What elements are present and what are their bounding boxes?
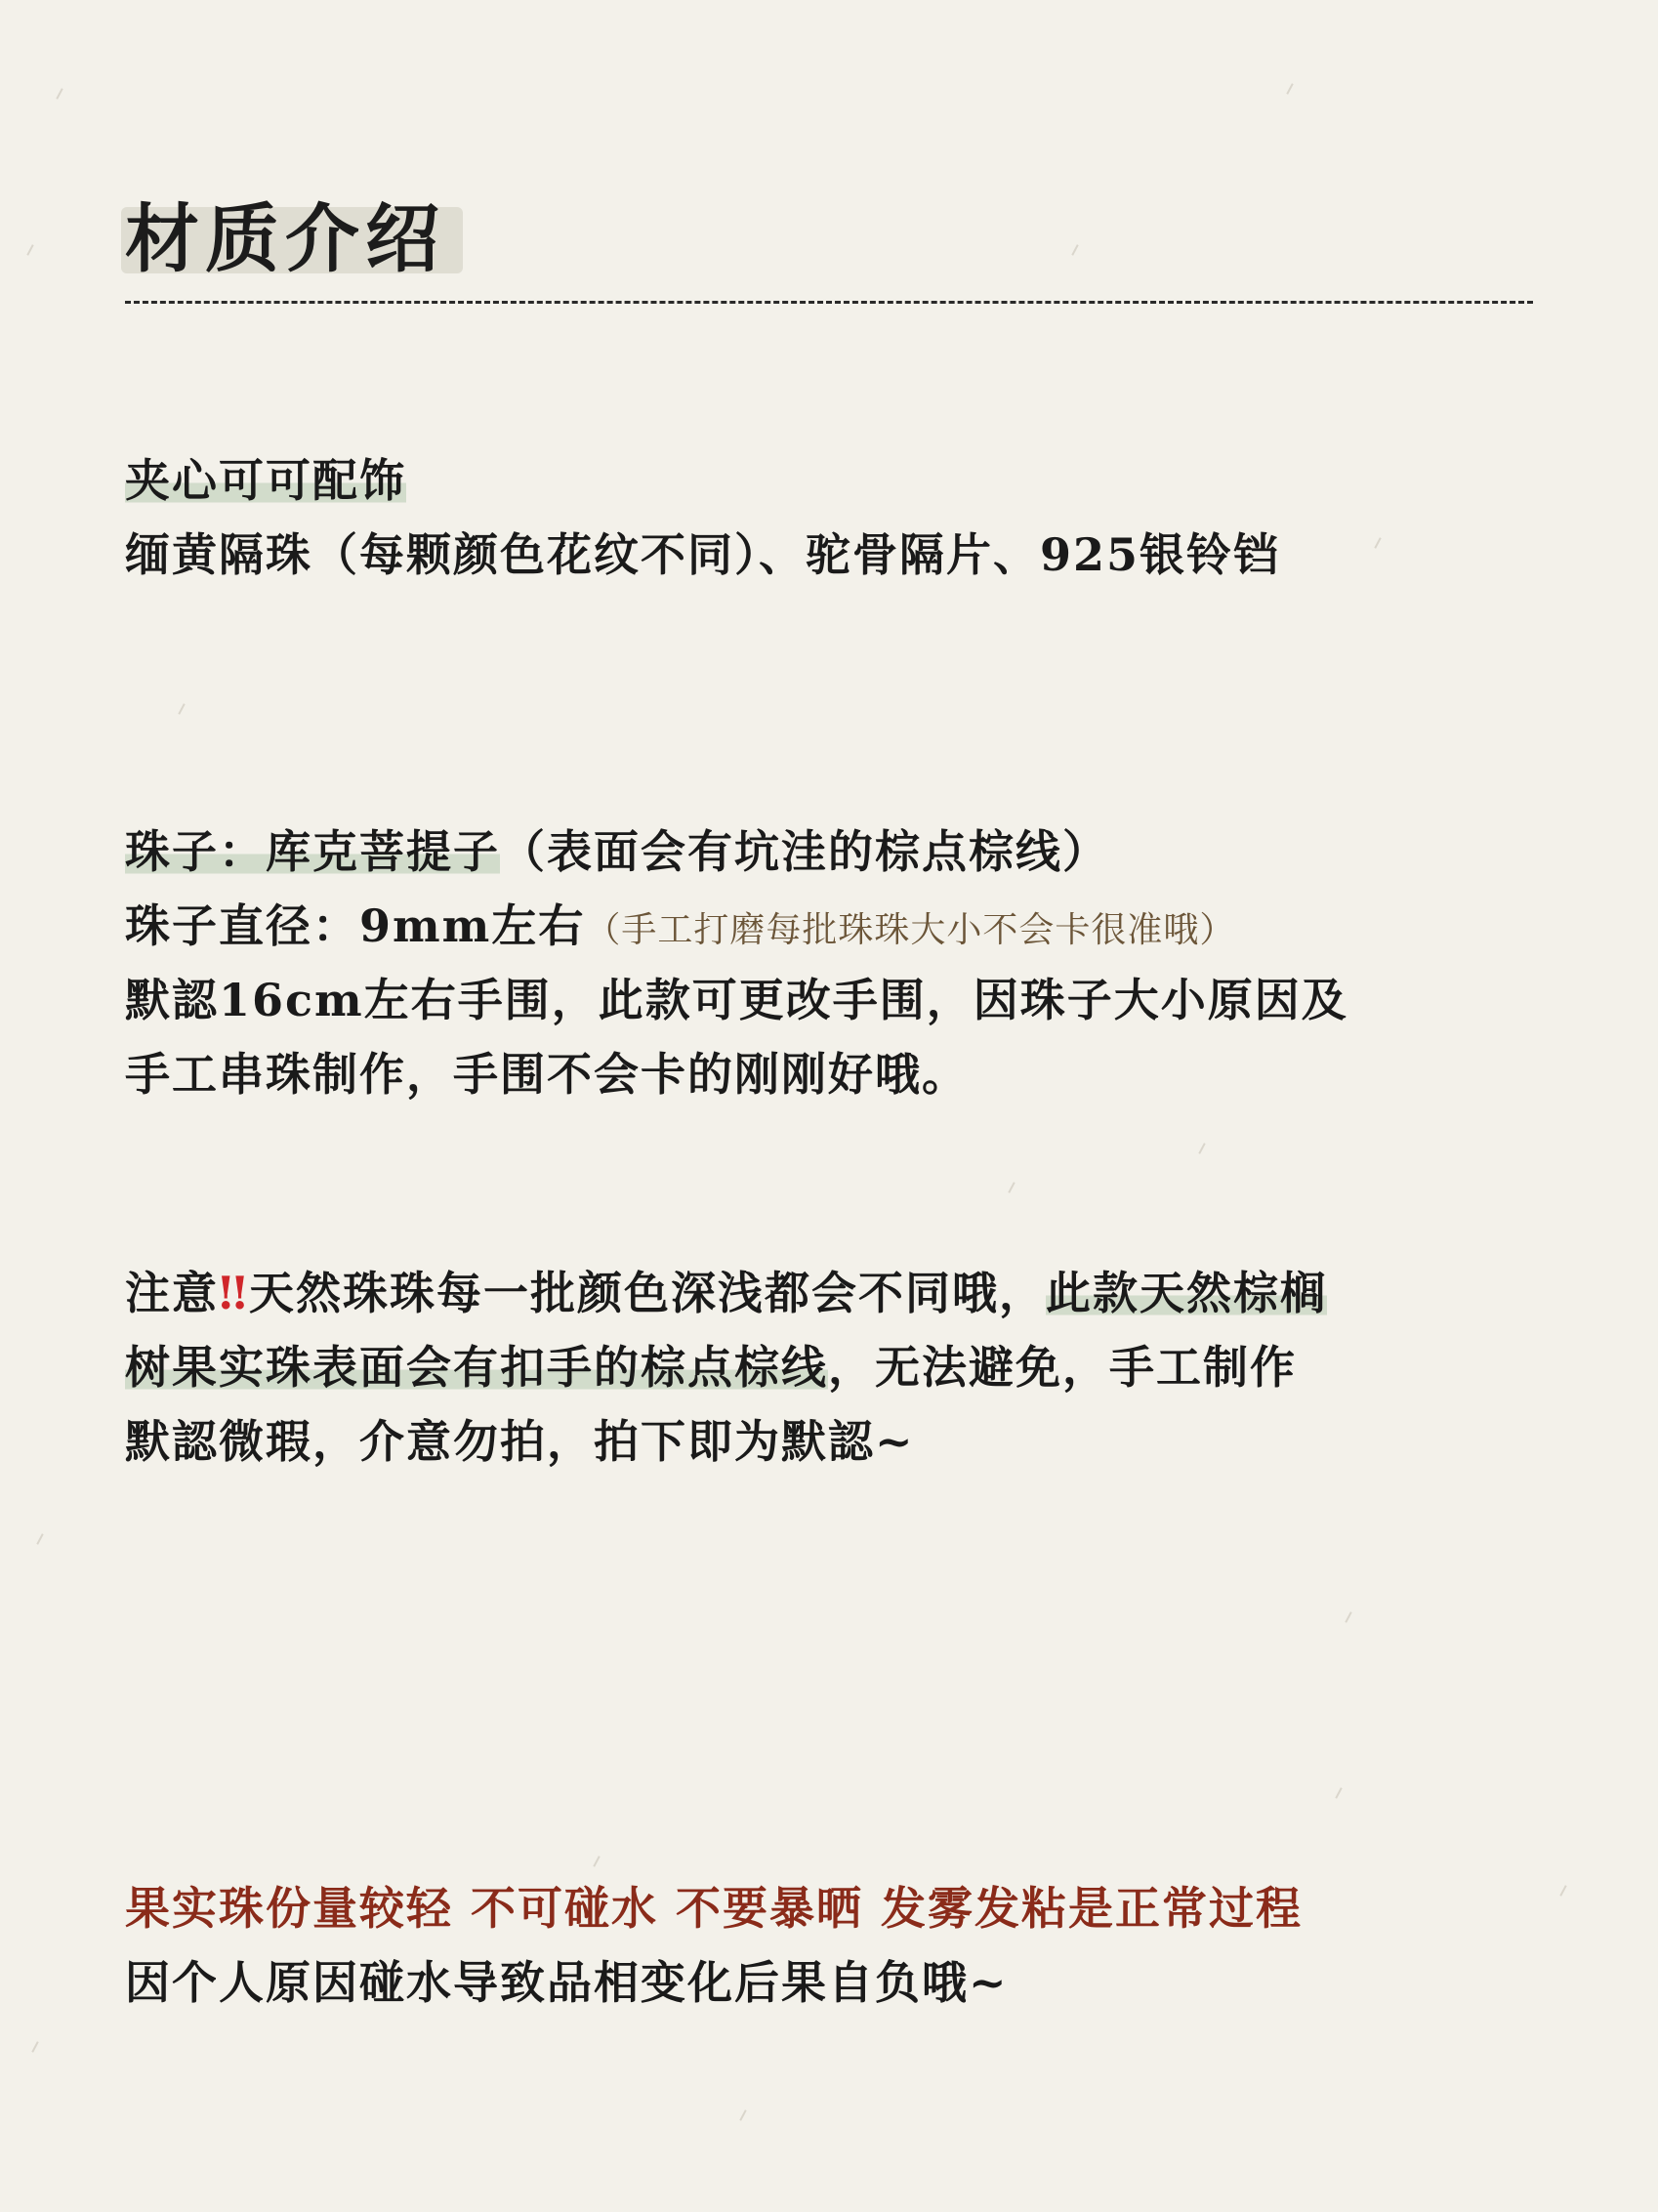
size-line-1: 默認16cm左右手围，此款可更改手围，因珠子大小原因及 [125,974,1348,1026]
paper-speck [31,2041,38,2053]
paper-speck [739,2109,746,2121]
care-warning: 果实珠份量较轻 不可碰水 不要暴晒 发雾发粘是正常过程 [125,1882,1304,1935]
diameter-label: 珠子直径：9mm左右 [125,899,586,952]
bead-line [125,822,1109,881]
paper-speck [36,1533,43,1545]
paper-speck [1335,1787,1342,1799]
care-note: 因个人原因碰水导致品相变化后果自负哦~ [125,1956,1009,2009]
paper-speck [56,88,62,100]
size-line-2: 手工串珠制作，手围不会卡的刚刚好哦。 [125,1048,969,1101]
paper-speck [1071,244,1078,256]
paper-speck [26,244,33,256]
title-divider [125,301,1533,304]
notice-line-2-text: ，无法避免，手工制作 [828,1341,1297,1394]
notice-line-1 [125,1264,1327,1322]
bead-desc: （表面会有坑洼的棕点棕线） [500,825,1109,878]
page-title: 材质介绍 [125,195,445,282]
notice-line-3: 默認微瑕，介意勿拍，拍下即为默認~ [125,1415,915,1468]
section1-heading [125,451,406,510]
notice-line-2 [125,1338,1297,1397]
section1-heading-text: 夹心可可配饰 [125,454,406,507]
notice-prefix: 注意 [125,1267,219,1319]
diameter-line [125,897,1235,960]
bead-label: 珠子：库克菩提子 [125,825,500,878]
paper-speck [1374,537,1381,549]
paper-speck [1286,83,1293,95]
diameter-note: （手工打磨每批珠珠大小不会卡很准哦） [585,910,1236,950]
double-exclamation-icon: ‼ [219,1267,249,1319]
paper-speck [1198,1143,1205,1154]
paper-speck [178,703,185,715]
paper-speck [1559,1885,1566,1897]
section1-line: 缅黄隔珠（每颗颜色花纹不同）、驼骨隔片、925银铃铛 [125,528,1281,581]
notice-line-1-text: 天然珠珠每一批颜色深浅都会不同哦， [248,1267,1046,1319]
notice-line-2-highlight: 树果实珠表面会有扣手的棕点棕线 [125,1341,828,1394]
paper-speck [593,1856,600,1867]
paper-speck [1345,1611,1351,1623]
notice-line-1-highlight: 此款天然棕榈 [1045,1267,1327,1319]
paper-speck [1008,1182,1015,1193]
